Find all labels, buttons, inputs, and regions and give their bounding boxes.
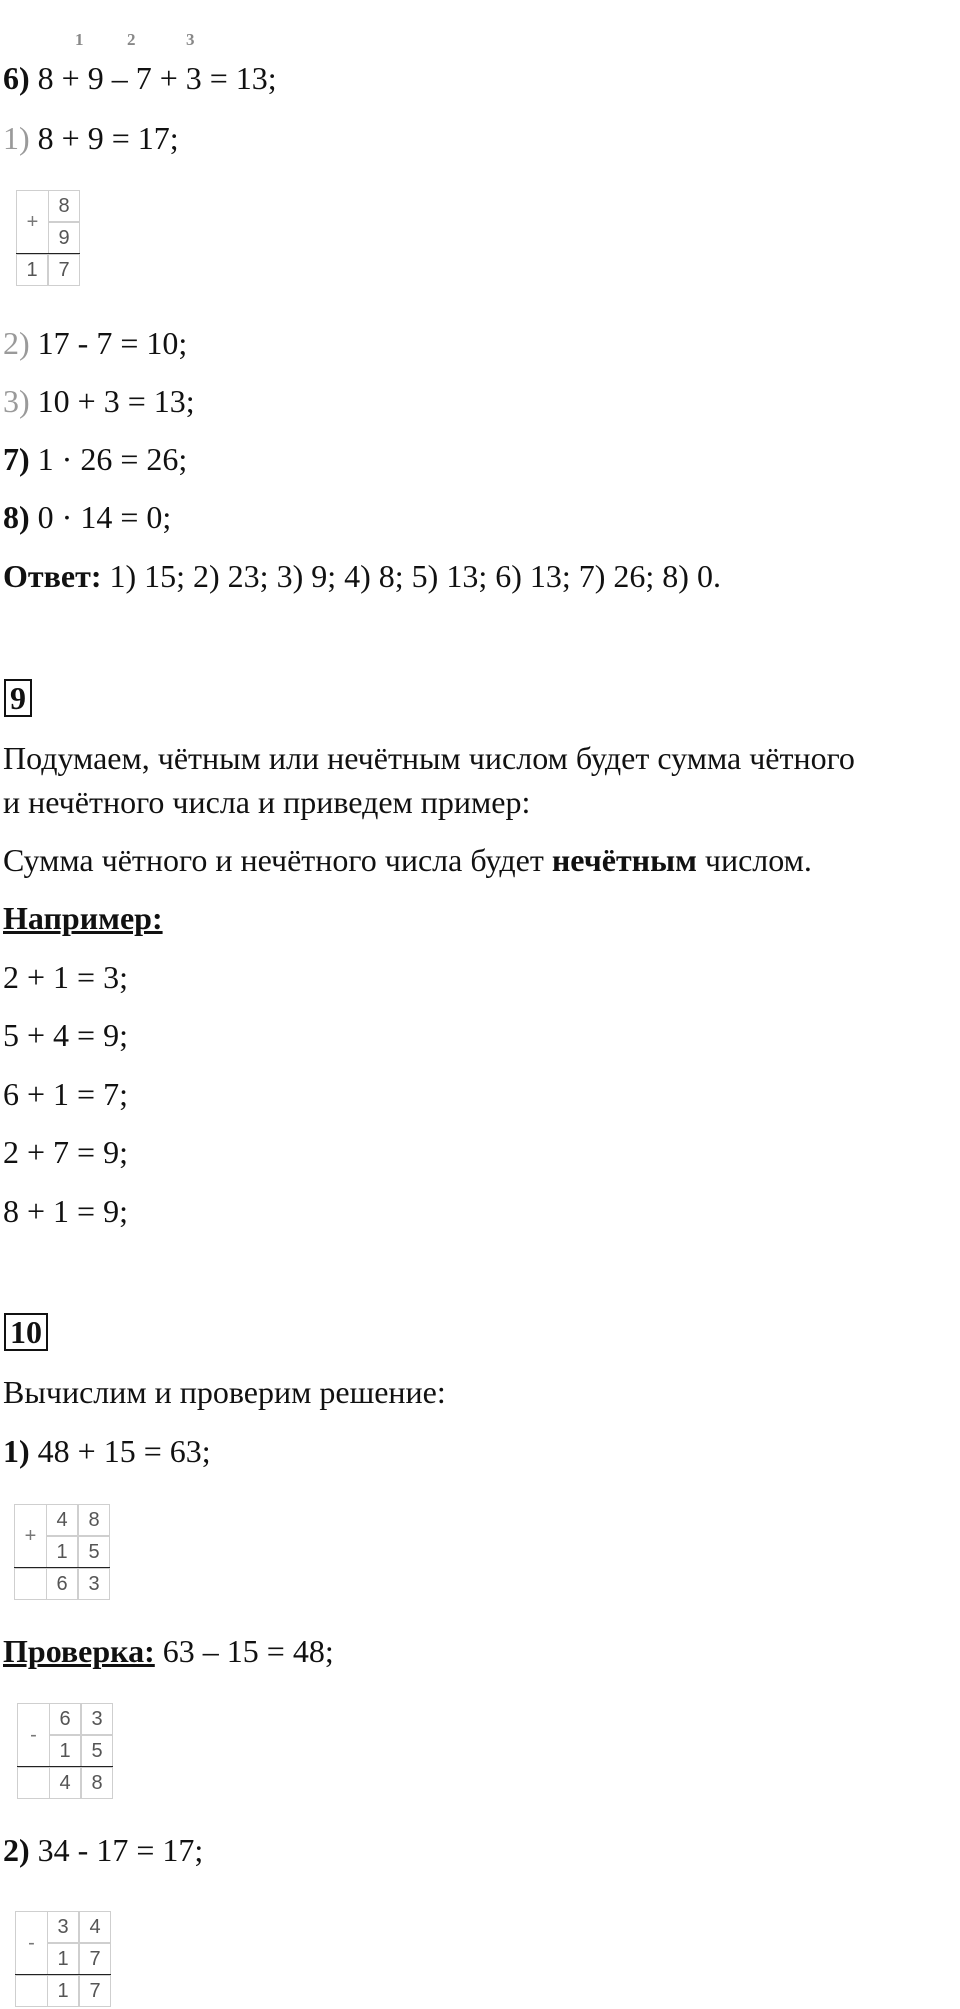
step-2-expression: 17 - 7 = 10; bbox=[29, 325, 188, 361]
task-9-intro-line-1: Подумаем, чётным или нечётным числом будет сумма чётного bbox=[3, 740, 855, 776]
item-8-expression: 0 · 14 = 0; bbox=[29, 499, 172, 535]
step-3-label: 3) bbox=[3, 383, 30, 419]
example-2: 5 + 4 = 9; bbox=[3, 1017, 128, 1053]
statement-start: Сумма чётного и нечётного числа будет bbox=[3, 842, 552, 878]
result-cell: 8 bbox=[81, 1767, 113, 1799]
result-cell: 6 bbox=[46, 1568, 78, 1600]
operator-cell: - bbox=[17, 1703, 49, 1767]
operator-cell: - bbox=[15, 1911, 47, 1975]
empty-cell bbox=[15, 1975, 47, 2007]
item-8-label: 8) bbox=[3, 499, 30, 535]
digit-cell: 4 bbox=[46, 1504, 78, 1536]
item-6-expression: 8 + 9 – 7 + 3 = 13; bbox=[29, 60, 277, 96]
example-5: 8 + 1 = 9; bbox=[3, 1193, 128, 1229]
empty-cell bbox=[17, 1767, 49, 1799]
digit-cell: 3 bbox=[47, 1911, 79, 1943]
check-label: Проверка: bbox=[3, 1633, 155, 1669]
step-1-line bbox=[3, 118, 179, 158]
step-marker-1: 1 bbox=[75, 30, 84, 49]
task-10-number: 10 bbox=[4, 1313, 48, 1351]
digit-cell: 4 bbox=[79, 1911, 111, 1943]
task-9-number: 9 bbox=[4, 679, 32, 717]
item-6-line bbox=[3, 58, 277, 98]
task-9-intro-line-2: и нечётного числа и приведем пример: bbox=[3, 784, 531, 820]
digit-cell: 8 bbox=[78, 1504, 110, 1536]
task-10-item-1-expression: 48 + 15 = 63; bbox=[29, 1433, 211, 1469]
step-1-expression: 8 + 9 = 17; bbox=[29, 120, 179, 156]
result-cell: 1 bbox=[47, 1975, 79, 2007]
digit-cell: 9 bbox=[48, 222, 80, 254]
example-label: Например: bbox=[3, 900, 163, 936]
result-cell: 7 bbox=[79, 1975, 111, 2007]
task-10-item-1 bbox=[3, 1431, 211, 1471]
task-10-item-1-label: 1) bbox=[3, 1433, 30, 1469]
operator-cell: + bbox=[16, 190, 48, 254]
task-10-item-2 bbox=[3, 1830, 203, 1870]
step-3-expression: 10 + 3 = 13; bbox=[29, 383, 195, 419]
example-heading bbox=[3, 898, 163, 938]
example-3: 6 + 1 = 7; bbox=[3, 1076, 128, 1112]
result-cell: 4 bbox=[49, 1767, 81, 1799]
answer-text: 1) 15; 2) 23; 3) 9; 4) 8; 5) 13; 6) 13; 7) 26; 8) 0. bbox=[101, 558, 721, 594]
step-marker-3: 3 bbox=[186, 30, 195, 49]
item-6-label: 6) bbox=[3, 60, 30, 96]
item-7-expression: 1 · 26 = 26; bbox=[29, 441, 188, 477]
item-7-label: 7) bbox=[3, 441, 30, 477]
result-cell: 1 bbox=[16, 254, 48, 286]
operator-cell: + bbox=[14, 1504, 46, 1568]
task-10-item-2-expression: 34 - 17 = 17; bbox=[29, 1832, 204, 1868]
step-3-line bbox=[3, 381, 195, 421]
item-8-line bbox=[3, 497, 171, 537]
digit-cell: 1 bbox=[47, 1943, 79, 1975]
check-expression: 63 – 15 = 48; bbox=[154, 1633, 334, 1669]
step-1-label: 1) bbox=[3, 120, 30, 156]
example-4: 2 + 7 = 9; bbox=[3, 1134, 128, 1170]
example-1: 2 + 1 = 3; bbox=[3, 959, 128, 995]
step-marker-2: 2 bbox=[127, 30, 136, 49]
digit-cell: 3 bbox=[81, 1703, 113, 1735]
task-10-item-2-label: 2) bbox=[3, 1832, 30, 1868]
task-10-intro: Вычислим и проверим решение: bbox=[3, 1374, 446, 1410]
digit-cell: 5 bbox=[78, 1536, 110, 1568]
step-2-label: 2) bbox=[3, 325, 30, 361]
digit-cell: 1 bbox=[46, 1536, 78, 1568]
digit-cell: 7 bbox=[79, 1943, 111, 1975]
digit-cell: 8 bbox=[48, 190, 80, 222]
statement-end: числом. bbox=[696, 842, 812, 878]
answer-line bbox=[3, 556, 721, 596]
digit-cell: 1 bbox=[49, 1735, 81, 1767]
statement-bold: нечётным bbox=[551, 842, 697, 878]
empty-cell bbox=[14, 1568, 46, 1600]
result-cell: 7 bbox=[48, 254, 80, 286]
task-9-statement bbox=[3, 840, 812, 880]
item-7-line bbox=[3, 439, 187, 479]
check-line bbox=[3, 1631, 334, 1671]
digit-cell: 5 bbox=[81, 1735, 113, 1767]
answer-label: Ответ: bbox=[3, 558, 102, 594]
digit-cell: 6 bbox=[49, 1703, 81, 1735]
result-cell: 3 bbox=[78, 1568, 110, 1600]
step-2-line bbox=[3, 323, 187, 363]
